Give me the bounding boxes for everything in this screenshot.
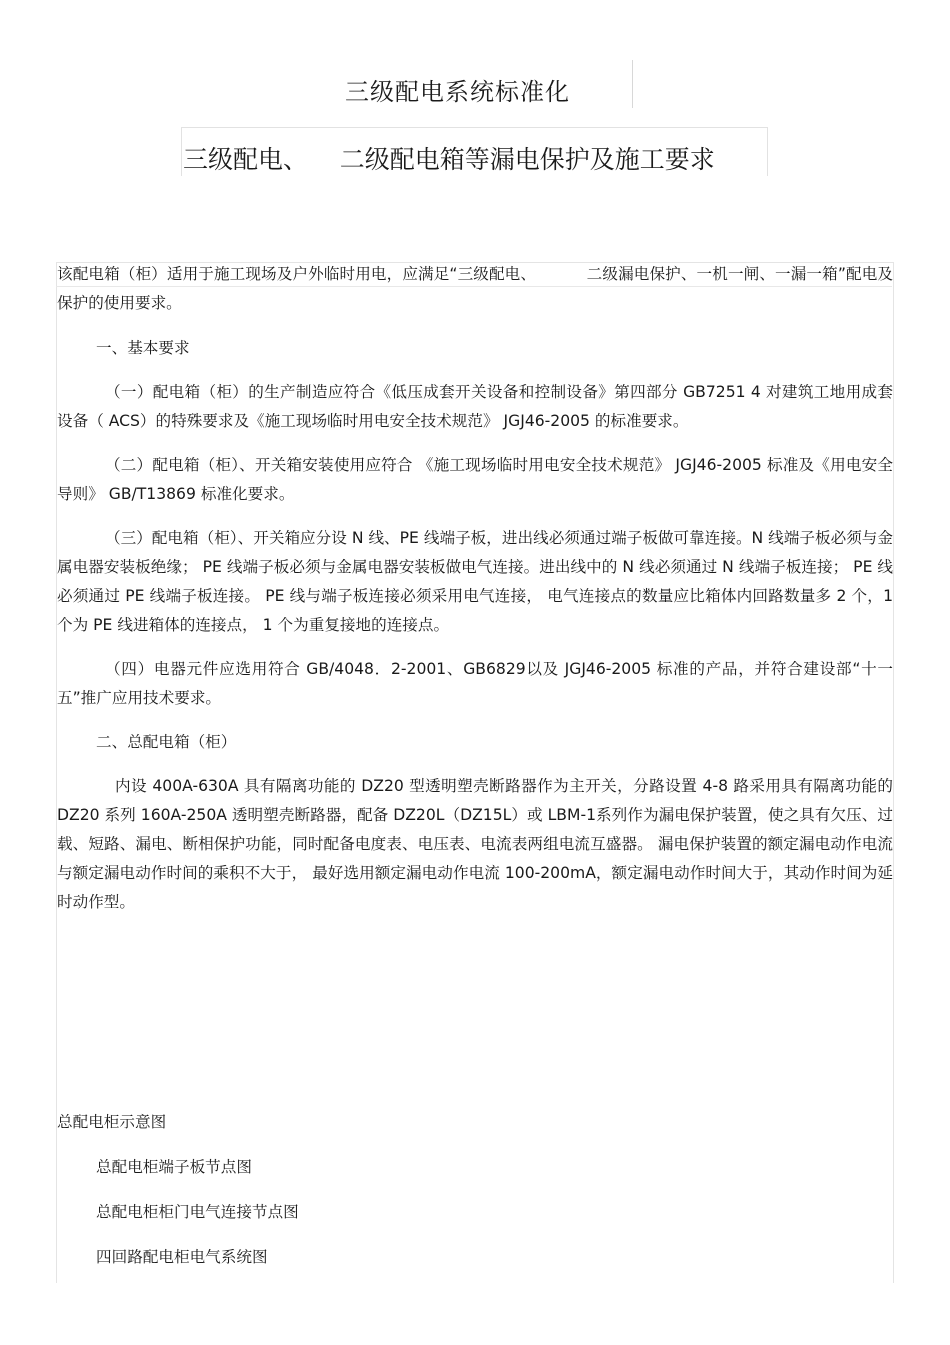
section-heading-main-box: 二、总配电箱（柜）	[96, 733, 237, 751]
paragraph-1: （一）配电箱（柜）的生产制造应符合《低压成套开关设备和控制设备》第四部分 GB7251 4 对建筑工地用成套设备（ ACS）的特殊要求及《施工现场临时用电安全技术规范》 JGJ46-2005 的标准要求。	[57, 383, 893, 430]
figure-item-terminal: 总配电柜端子板节点图	[96, 1158, 252, 1176]
figure-caption: 总配电柜示意图	[57, 1113, 167, 1131]
page-subtitle: 三级配电、 二级配电箱等漏电保护及施工要求	[183, 145, 715, 174]
figure-item-door: 总配电柜柜门电气连接节点图	[96, 1203, 299, 1221]
document-body	[57, 260, 893, 917]
paragraph-2: （二）配电箱（柜）、开关箱安装使用应符合 《施工现场临时用电安全技术规范》 JGJ46-2005 标准及《用电安全导则》 GB/T13869 标准化要求。	[57, 456, 893, 503]
section-heading-basic: 一、基本要求	[96, 339, 190, 357]
page-title: 三级配电系统标准化	[345, 78, 570, 106]
paragraph-3: （三）配电箱（柜）、开关箱应分设 N 线、PE 线端子板，进出线必须通过端子板做可靠连接。N 线端子板必须与金属电器安装板绝缘； PE 线端子板必须与金属电器安装板做电气连接。进出线中的 N 线必须通过 N 线端子板连接； PE 线必须通过 PE 线端子板连接。 PE 线与端子板连接必须采用电气连接， 电气连接点的数量应比箱体内回路数量多 2 个，1 个为 PE 线进箱体的连接点， 1 个为重复接地的连接点。	[57, 529, 893, 634]
intro-paragraph: 该配电箱（柜）适用于施工现场及户外临时用电，应满足“三级配电、 二级漏电保护、一机一闸、一漏一箱”配电及保护的使用要求。	[57, 265, 893, 312]
paragraph-5: 内设 400A-630A 具有隔离功能的 DZ20 型透明塑壳断路器作为主开关，分路设置 4-8 路采用具有隔离功能的 DZ20 系列 160A-250A 透明塑壳断路器，配备 DZ20L（DZ15L）或 LBM-1系列作为漏电保护装置，使之具有欠压、过载、短路、漏电、断相保护功能，同时配备电度表、电压表、电流表两组电流互盛器。 漏电保护装置的额定漏电动作电流与额定漏电动作时间的乘积不大于， 最好选用额定漏电动作电流 100-200mA，额定漏电动作时间大于，其动作时间为延时动作型。	[57, 777, 893, 911]
figure-item-system: 四回路配电柜电气系统图	[96, 1248, 268, 1266]
paragraph-4: （四）电器元件应选用符合 GB/4048．2-2001、GB6829以及 JGJ46-2005 标准的产品，并符合建设部“十一五”推广应用技术要求。	[57, 660, 893, 707]
